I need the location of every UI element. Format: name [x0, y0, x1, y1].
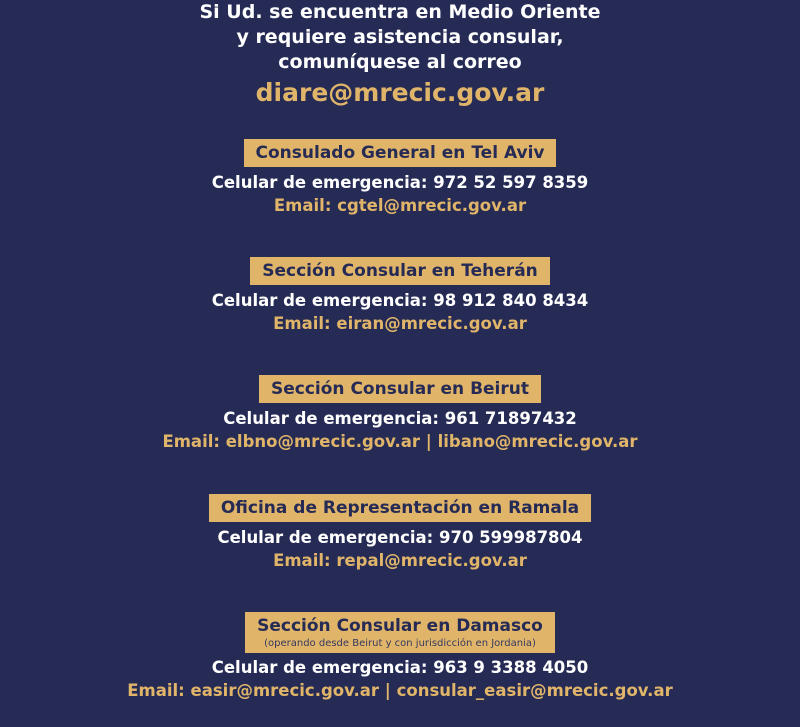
intro-line-3: comuníquese al correo — [278, 51, 522, 73]
intro-line-1: Si Ud. se encuentra en Medio Oriente — [199, 1, 601, 23]
intro-line-2: y requiere asistencia consular, — [236, 26, 564, 48]
office-email[interactable]: Email: easir@mrecic.gov.ar | consular_easir@mrecic.gov.ar — [127, 681, 673, 700]
office-email[interactable]: Email: repal@mrecic.gov.ar — [273, 551, 527, 570]
office-title: Sección Consular en Teherán — [250, 257, 550, 285]
office-title: Sección Consular en Damasco — [257, 616, 543, 636]
office-email[interactable]: Email: eiran@mrecic.gov.ar — [273, 314, 527, 333]
office-phone: Celular de emergencia: 963 9 3388 4050 — [211, 658, 589, 677]
office-title: Oficina de Representación en Ramala — [209, 494, 591, 522]
office-title: Consulado General en Tel Aviv — [244, 139, 557, 167]
office-phone: Celular de emergencia: 972 52 597 8359 — [211, 173, 589, 192]
office-note: (operando desde Beirut y con jurisdicción en Jordania) — [264, 638, 536, 649]
office-email[interactable]: Email: cgtel@mrecic.gov.ar — [273, 196, 527, 215]
office-tel-aviv — [0, 139, 800, 217]
office-beirut — [0, 375, 800, 453]
office-phone: Celular de emergencia: 970 599987804 — [217, 528, 583, 547]
intro — [0, 0, 800, 108]
intro-email-link[interactable]: diare@mrecic.gov.ar — [255, 78, 545, 107]
office-email[interactable]: Email: elbno@mrecic.gov.ar | libano@mrecic.gov.ar — [162, 432, 638, 451]
office-ramala — [0, 494, 800, 572]
office-title: Sección Consular en Beirut — [259, 375, 541, 403]
office-damasco — [0, 612, 800, 702]
office-phone: Celular de emergencia: 98 912 840 8434 — [211, 291, 589, 310]
office-teheran — [0, 257, 800, 335]
office-title-box — [245, 612, 555, 653]
office-phone: Celular de emergencia: 961 71897432 — [223, 409, 577, 428]
